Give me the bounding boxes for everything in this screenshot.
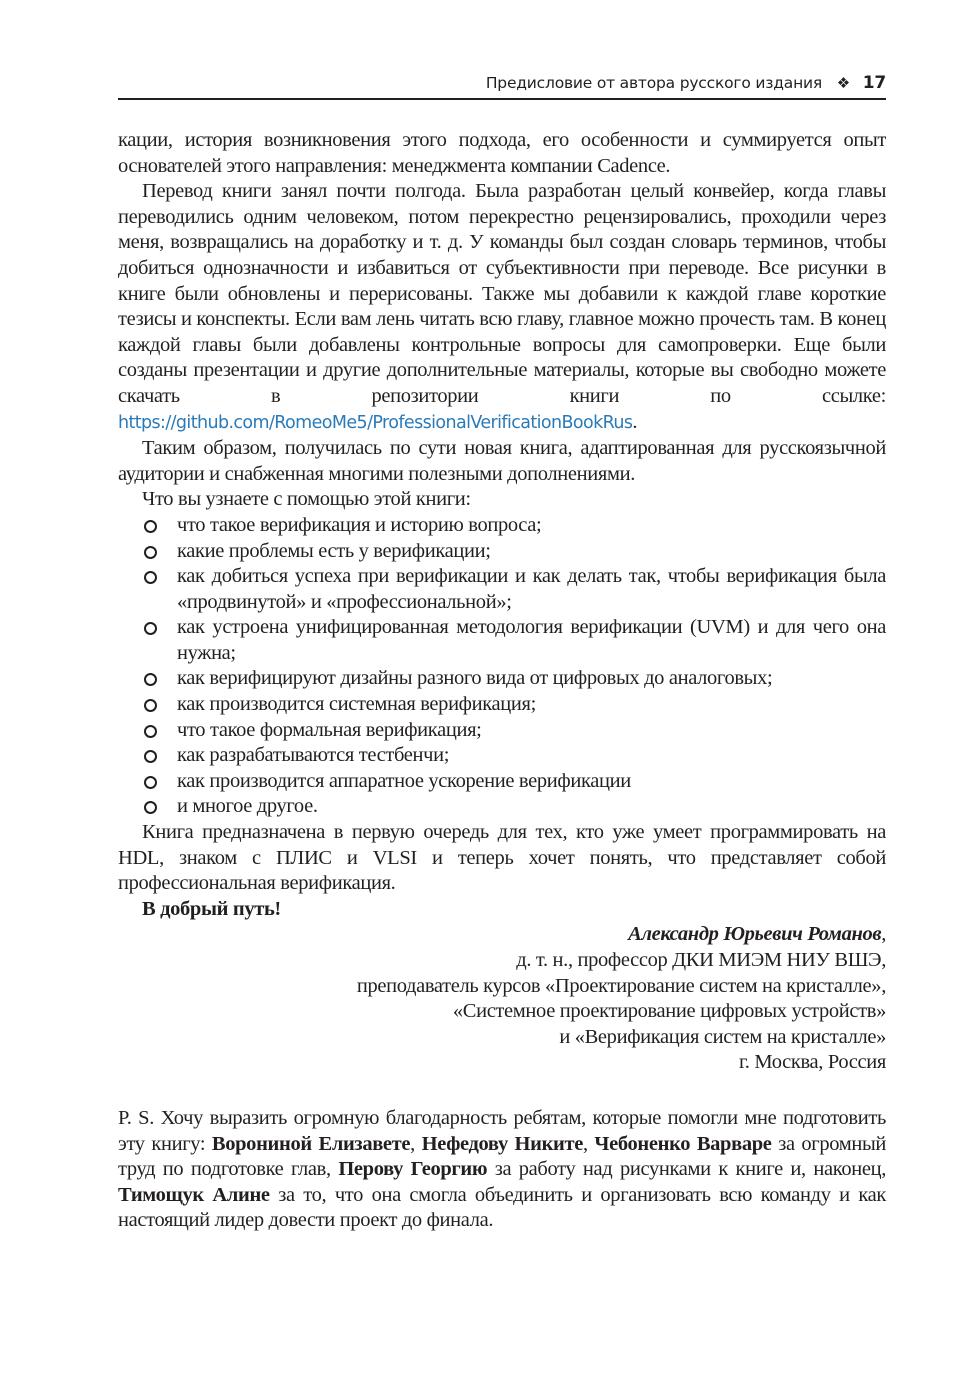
ps-name: Ворониной Елизавете — [211, 1132, 411, 1155]
signature-line: г. Москва, Россия — [739, 1051, 886, 1074]
paragraph-summary: Таким образом, получилась по сути новая книга, адаптированная для русскоязычной аудитории и снабженная многими полезными дополнениями. — [118, 437, 886, 485]
list-item — [118, 615, 886, 666]
ps-text: за огромный труд по подготовке глав, — [118, 1132, 887, 1181]
list-item-text: что такое формальная верификация; — [177, 718, 482, 741]
list-item-text: какие проблемы есть у верификации; — [177, 539, 491, 562]
list-item — [118, 794, 886, 820]
ps-text: , — [582, 1132, 595, 1155]
diamond-ornament-icon: ❖ — [836, 74, 850, 92]
list-item — [118, 666, 886, 692]
circle-bullet-icon — [144, 750, 157, 763]
list-item-text: как производится системная верификация; — [177, 693, 536, 716]
paragraph-translation — [118, 179, 886, 436]
ps-name: Чебоненко Варваре — [594, 1132, 772, 1155]
ps-text: P. S. Хочу выразить огромную благодарность ребятам, которые помогли мне подготовить эту книгу: — [118, 1106, 886, 1155]
comma: , — [881, 923, 886, 946]
list-item-text: как устроена унифицированная методология верификации (UVM) и для чего она нужна; — [177, 616, 886, 664]
ps-text: , — [410, 1132, 422, 1155]
list-item — [118, 692, 886, 718]
signature-line: д. т. н., профессор ДКИ МИЭМ НИУ ВШЭ, — [516, 949, 886, 971]
signature-name-line — [118, 922, 886, 948]
postscript — [118, 1106, 886, 1234]
author-signature — [118, 922, 886, 1076]
list-item — [118, 769, 886, 795]
list-item — [118, 718, 886, 744]
circle-bullet-icon — [144, 571, 157, 584]
list-item — [118, 743, 886, 769]
chapter-title: Предисловие от автора русского издания — [485, 74, 823, 92]
circle-bullet-icon — [144, 776, 157, 789]
list-item — [118, 564, 886, 615]
closing-wish: В добрый путь! — [142, 897, 281, 920]
list-item — [118, 513, 886, 539]
ps-text: за то, что она смогла объединить и организовать всю команду и как настоящий лидер довести проект до финала. — [118, 1183, 886, 1232]
circle-bullet-icon — [144, 520, 157, 533]
github-link[interactable]: https://github.com/RomeoMe5/ProfessionalVerificationBookRus — [118, 412, 633, 433]
circle-bullet-icon — [144, 673, 157, 686]
paragraph-text: Перевод книги занял почти полгода. Была разработан целый конвейер, когда главы переводились одним человеком, потом перекрестно рецензировались, проходили через меня, возвращались на доработку и т. д. У команды был создан словарь терминов, чтобы добиться однозначности и избавиться от субъективности при переводе. Все рисунки в книге были обновлены и перерисованы. Также мы добавили к каждой главе короткие тезисы и конспекты. Если вам лень читать всю главу, главное можно прочесть там. В конец каждой главы были добавлены контрольные вопросы для самопроверки. Еще были созданы презентации и другие дополнительные материалы, которые вы свободно можете скачать в репозитории книги по ссылке: — [118, 180, 886, 407]
ps-text: за работу над рисунками к книге и, наконец, — [487, 1158, 886, 1181]
ps-name: Нефедову Никите — [421, 1132, 583, 1155]
circle-bullet-icon — [144, 801, 157, 814]
paragraph-list-intro: Что вы узнаете с помощью этой книги: — [142, 488, 471, 511]
circle-bullet-icon — [144, 699, 157, 712]
list-item — [118, 539, 886, 565]
paragraph-audience: Книга предназначена в первую очередь для тех, кто уже умеет программировать на HDL, знаком с ПЛИС и VLSI и теперь хочет понять, что представляет собой профессиональная верификация. — [118, 821, 886, 895]
paragraph-continuation: кации, история возникновения этого подхода, его особенности и суммируется опыт основателей этого направления: менеджмента компании Cadence. — [118, 129, 886, 177]
page-body — [118, 128, 886, 1234]
list-item-text: что такое верификация и историю вопроса; — [177, 513, 542, 536]
topics-list — [118, 513, 886, 820]
circle-bullet-icon — [144, 546, 157, 559]
list-item-text: как верифицируют дизайны разного вида от цифровых до аналоговых; — [177, 667, 773, 690]
signature-line: и «Верификация систем на кристалле» — [559, 1025, 886, 1048]
author-name: Александр Юрьевич Романов — [628, 923, 882, 946]
list-item-text: как производится аппаратное ускорение верификации — [177, 769, 631, 792]
list-item-text: как разрабатываются тестбенчи; — [177, 744, 450, 767]
running-header — [118, 70, 886, 100]
circle-bullet-icon — [144, 725, 157, 738]
period: . — [632, 410, 638, 433]
signature-line: «Системное проектирование цифровых устройств» — [452, 1000, 886, 1023]
page-number: 17 — [862, 73, 886, 93]
ps-name: Тимощук Алине — [118, 1183, 270, 1206]
circle-bullet-icon — [144, 622, 157, 635]
signature-line: преподаватель курсов «Проектирование систем на кристалле», — [356, 974, 886, 997]
ps-name: Перову Георгию — [338, 1158, 488, 1181]
list-item-text: и многое другое. — [177, 795, 318, 818]
list-item-text: как добиться успеха при верификации и как делать так, чтобы верификация была «продвинутой» и «профессиональной»; — [177, 565, 886, 613]
